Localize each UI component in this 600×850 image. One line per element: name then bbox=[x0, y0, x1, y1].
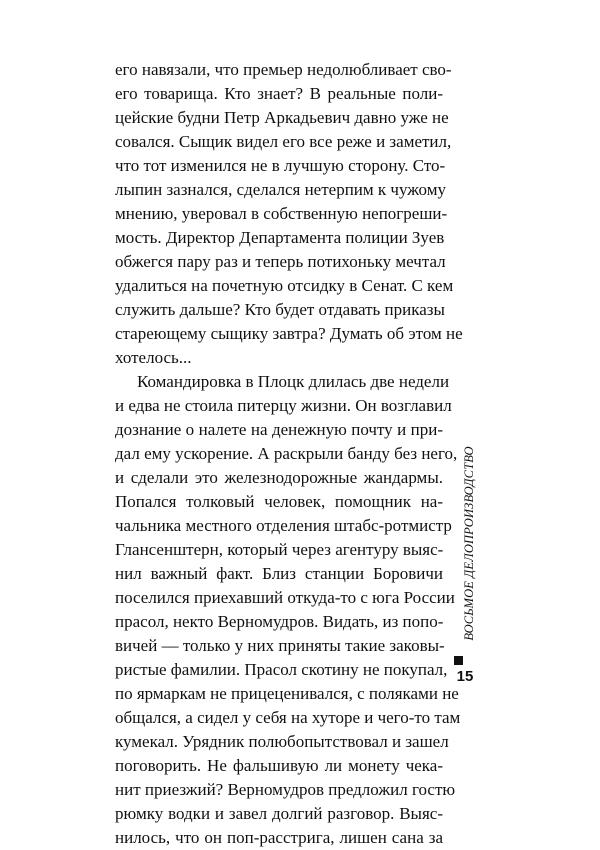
text-line: рюмку водки и завел долгий разговор. Выяс- bbox=[115, 804, 443, 823]
text-line: удалиться на почетную отсидку в Сенат. С кем bbox=[115, 276, 454, 295]
text-line: его навязали, что премьер недолюбливает сво- bbox=[115, 60, 452, 79]
text-line: Глансенштерн, который через агентуру выяс- bbox=[115, 540, 444, 559]
text-line: его товарища. Кто знает? В реальные поли- bbox=[115, 84, 443, 103]
text-line: что тот изменился не в лучшую сторону. Сто- bbox=[115, 156, 446, 175]
text-line: прасол, некто Верномудров. Видать, из попо- bbox=[115, 612, 444, 631]
text-line: мость. Директор Департамента полиции Зуев bbox=[115, 228, 445, 247]
text-line: поселился приехавший откуда-то с юга России bbox=[115, 588, 455, 607]
text-line: нил важный факт. Близ станции Боровичи bbox=[115, 564, 443, 583]
body-text bbox=[115, 58, 463, 850]
text-line: чальника местного отделения штабс-ротмистр bbox=[115, 516, 452, 535]
text-line: мнению, уверовал в собственную непогреши- bbox=[115, 204, 448, 223]
text-line: совался. Сыщик видел его все реже и заметил, bbox=[115, 132, 452, 151]
text-line: и сделали это железнодорожные жандармы. bbox=[115, 468, 443, 487]
text-line: кумекал. Урядник полюбопытствовал и зашел bbox=[115, 732, 449, 751]
text-line: вичей — только у них приняты такие заковы- bbox=[115, 636, 445, 655]
text-line: поговорить. Не фальшивую ли монету чека- bbox=[115, 756, 443, 775]
running-head bbox=[454, 438, 478, 653]
text-line: хотелось... bbox=[115, 348, 192, 367]
text-line: по ярмаркам не прицеценивался, с поляками не bbox=[115, 684, 459, 703]
black-square-icon bbox=[454, 656, 463, 665]
text-line: общался, а сидел у себя на хуторе и чего-то там bbox=[115, 708, 461, 727]
text-line: стареющему сыщику завтра? Думать об этом не bbox=[115, 324, 463, 343]
paragraph-start-line: Командировка в Плоцк длилась две недели bbox=[137, 372, 450, 391]
text-line: нит приезжий? Верномудров предложил гостю bbox=[115, 780, 456, 799]
text-line: цейские будни Петр Аркадьевич давно уже не bbox=[115, 108, 449, 127]
text-line: и едва не стоила питерцу жизни. Он возглавил bbox=[115, 396, 452, 415]
text-line: обжегся пару раз и теперь потихоньку мечтал bbox=[115, 252, 446, 271]
text-line: дал ему ускорение. А раскрыли банду без него, bbox=[115, 444, 458, 463]
text-line: ристые фамилии. Прасол скотину не покупал, bbox=[115, 660, 448, 679]
text-line: дознание о налете на денежную почту и при- bbox=[115, 420, 443, 439]
text-line: лыпин зазнался, сделался нетерпим к чужому bbox=[115, 180, 446, 199]
running-head-text: ВОСЬМОЕ ДЕЛОПРОИЗВОДСТВО bbox=[462, 446, 476, 641]
page-number: 15 bbox=[456, 668, 474, 685]
text-line: служить дальше? Кто будет отдавать приказы bbox=[115, 300, 445, 319]
text-line: нилось, что он поп-расстрига, лишен сана за bbox=[115, 828, 443, 847]
text-line: Попался толковый человек, помощник на- bbox=[115, 492, 443, 511]
